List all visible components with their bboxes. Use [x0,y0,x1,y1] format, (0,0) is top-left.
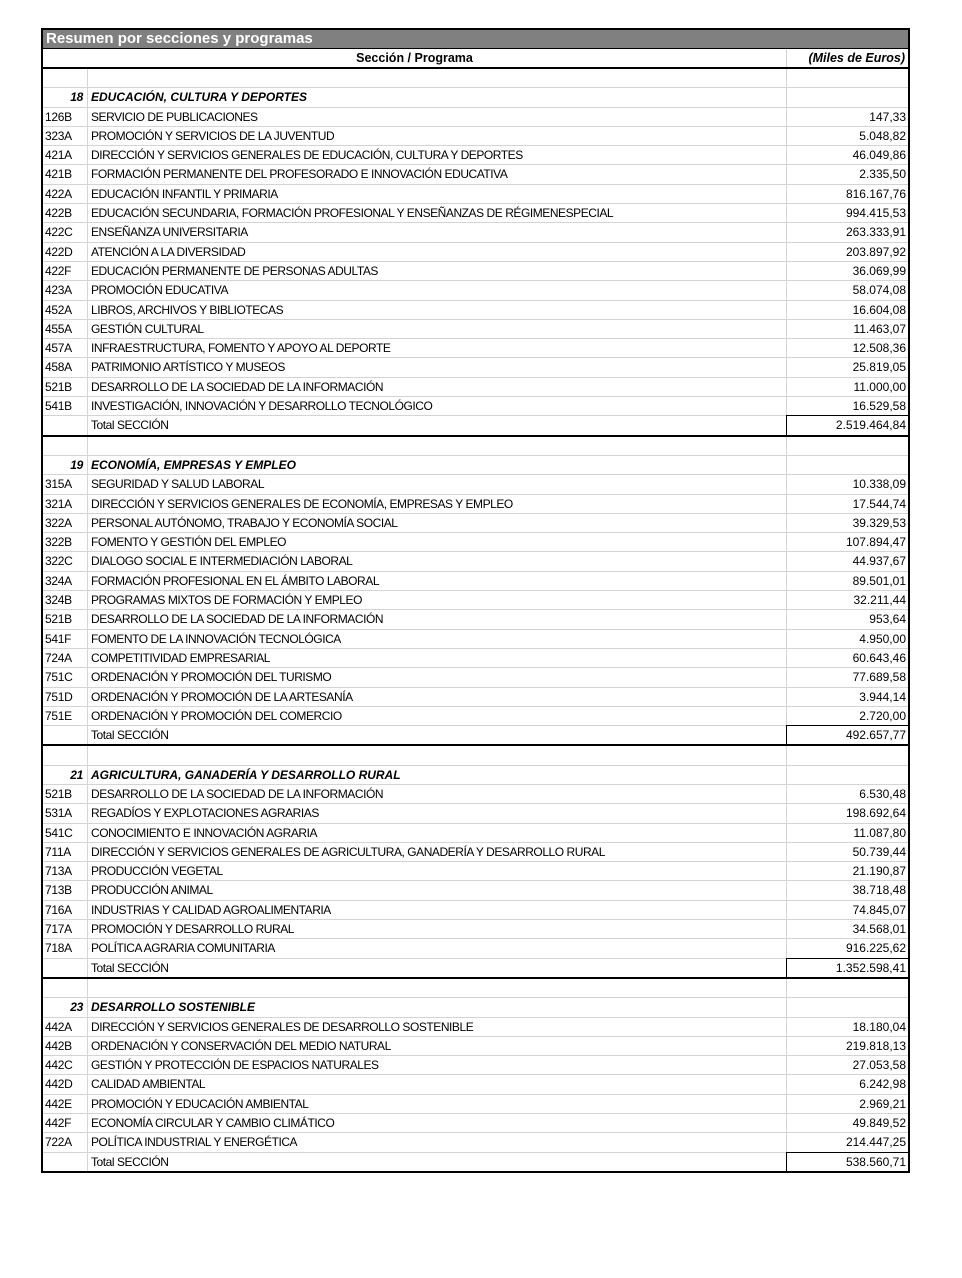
program-code: 126B [43,108,88,126]
table-row [43,281,908,300]
program-code: 717A [43,920,88,938]
table-row [43,630,908,649]
program-name: LIBROS, ARCHIVOS Y BIBLIOTECAS [91,302,284,317]
program-code: 521B [43,785,88,803]
amount-value [786,746,908,764]
program-name [88,69,786,87]
table-row [43,785,908,804]
program-name: INVESTIGACIÓN, INNOVACIÓN Y DESARROLLO TECNOLÓGICO [91,399,433,414]
section-total-value: 492.657,77 [786,725,908,744]
total-label: Total SECCIÓN [91,728,169,743]
program-name: INDUSTRIAS Y CALIDAD AGROALIMENTARIA [91,902,331,917]
program-code: 421A [43,146,88,164]
table-row [43,127,908,146]
program-name: PERSONAL AUTÓNOMO, TRABAJO Y ECONOMÍA SOCIAL [91,515,398,530]
amount-value: 214.447,25 [786,1133,908,1151]
program-code [43,437,88,455]
section-total-row [43,959,908,979]
table-title: Resumen por secciones y programas [43,30,908,49]
program-code: 322B [43,533,88,551]
table-row [43,533,908,552]
section-name: ECONOMÍA, EMPRESAS Y EMPLEO [91,457,296,472]
program-name: PROGRAMAS MIXTOS DE FORMACIÓN Y EMPLEO [91,593,362,608]
program-code: 716A [43,901,88,919]
amount-value: 11.463,07 [786,320,908,338]
table-row [43,301,908,320]
table-row [43,1095,908,1114]
program-code: 442B [43,1037,88,1055]
budget-summary-table [41,28,910,1173]
section-header-row [43,766,908,785]
amount-value: 49.849,52 [786,1114,908,1132]
program-name: FORMACIÓN PROFESIONAL EN EL ÁMBITO LABORAL [91,573,380,588]
amount-value [786,69,908,87]
table-row [43,862,908,881]
table-row [43,1037,908,1056]
table-row [43,804,908,823]
program-name: FORMACIÓN PERMANENTE DEL PROFESORADO E INNOVACIÓN EDUCATIVA [91,167,508,182]
table-row [43,552,908,571]
program-code: 324A [43,572,88,590]
table-row [43,223,908,242]
program-name: PROMOCIÓN Y DESARROLLO RURAL [91,922,295,937]
amount-value: 77.689,58 [786,668,908,686]
program-name: FOMENTO Y GESTIÓN DEL EMPLEO [91,535,287,550]
amount-value: 46.049,86 [786,146,908,164]
program-code [43,416,88,434]
amount-value: 10.338,09 [786,475,908,493]
amount-value: 2.969,21 [786,1095,908,1113]
table-row [43,901,908,920]
program-code: 713A [43,862,88,880]
program-name: SERVICIO DE PUBLICACIONES [91,109,258,124]
program-code: 722A [43,1133,88,1151]
program-name: GESTIÓN CULTURAL [91,321,204,336]
program-code [43,959,88,977]
table-row [43,243,908,262]
amount-value: 107.894,47 [786,533,908,551]
amount-value: 39.329,53 [786,514,908,532]
table-row [43,920,908,939]
program-code: 421B [43,165,88,183]
amount-value: 6.242,98 [786,1075,908,1093]
program-name: CALIDAD AMBIENTAL [91,1077,206,1092]
program-code: 322A [43,514,88,532]
program-code: 724A [43,649,88,667]
table-row [43,165,908,184]
program-code [43,746,88,764]
program-name: INFRAESTRUCTURA, FOMENTO Y APOYO AL DEPORTE [91,341,391,356]
program-code: 521B [43,610,88,628]
amount-value: 5.048,82 [786,127,908,145]
program-code: 751D [43,688,88,706]
table-row [43,1133,908,1152]
program-code: 751C [43,668,88,686]
table-row [43,707,908,726]
program-name [88,979,786,997]
table-row [43,397,908,416]
table-row [43,688,908,707]
program-code: 541C [43,824,88,842]
spacer-row [43,437,908,456]
table-row [43,514,908,533]
column-header-row [43,49,908,69]
section-total-value: 1.352.598,41 [786,958,908,977]
amount-value: 25.819,05 [786,358,908,376]
program-code [43,726,88,744]
amount-value: 3.944,14 [786,688,908,706]
amount-value: 12.508,36 [786,339,908,357]
amount-value: 50.739,44 [786,843,908,861]
program-name: ORDENACIÓN Y PROMOCIÓN DEL COMERCIO [91,708,342,723]
total-label: Total SECCIÓN [91,960,169,975]
program-code: 422D [43,243,88,261]
program-code: 711A [43,843,88,861]
spacer-row [43,746,908,765]
section-name: AGRICULTURA, GANADERÍA Y DESARROLLO RURAL [91,767,401,782]
program-name: FOMENTO DE LA INNOVACIÓN TECNOLÓGICA [91,631,341,646]
table-row [43,843,908,862]
table-row [43,881,908,900]
program-code: 457A [43,339,88,357]
program-code: 322C [43,552,88,570]
program-name: ECONOMÍA CIRCULAR Y CAMBIO CLIMÁTICO [91,1116,335,1131]
table-row [43,668,908,687]
program-name: GESTIÓN Y PROTECCIÓN DE ESPACIOS NATURALES [91,1058,379,1073]
program-code: 531A [43,804,88,822]
spacer-row [43,69,908,88]
table-row [43,378,908,397]
amount-value: 219.818,13 [786,1037,908,1055]
table-row [43,939,908,958]
table-row [43,320,908,339]
program-code: 422A [43,185,88,203]
table-row [43,339,908,358]
spacer-row [43,979,908,998]
program-code: 541B [43,397,88,415]
amount-value: 2.335,50 [786,165,908,183]
program-code: 321A [43,495,88,513]
table-row [43,649,908,668]
amount-value: 18.180,04 [786,1018,908,1036]
program-code [43,1153,88,1171]
section-total-row [43,1153,908,1171]
amount-value: 994.415,53 [786,204,908,222]
amount-value: 17.544,74 [786,495,908,513]
section-name: DESARROLLO SOSTENIBLE [91,1000,256,1015]
amount-value: 6.530,48 [786,785,908,803]
table-row [43,204,908,223]
table-row [43,146,908,165]
program-name: DIRECCIÓN Y SERVICIOS GENERALES DE ECONOMÍA, EMPRESAS Y EMPLEO [91,496,513,511]
program-code: 718A [43,939,88,957]
program-code [43,979,88,997]
amount-value: 263.333,91 [786,223,908,241]
amount-value: 4.950,00 [786,630,908,648]
program-code: 442A [43,1018,88,1036]
table-row [43,572,908,591]
amount-column-header: (Miles de Euros) [786,49,908,67]
amount-value: 89.501,01 [786,572,908,590]
program-code: 521B [43,378,88,396]
program-code: 422C [43,223,88,241]
section-header-row [43,88,908,107]
program-code [43,69,88,87]
program-name: DIALOGO SOCIAL E INTERMEDIACIÓN LABORAL [91,554,353,569]
program-name: REGADÍOS Y EXPLOTACIONES AGRARIAS [91,806,319,821]
amount-value [786,998,908,1016]
program-name: DIRECCIÓN Y SERVICIOS GENERALES DE AGRICULTURA, GANADERÍA Y DESARROLLO RURAL [91,844,605,859]
program-name: PATRIMONIO ARTÍSTICO Y MUSEOS [91,360,285,375]
amount-value [786,88,908,106]
section-code: 21 [43,766,88,784]
total-label: Total SECCIÓN [91,418,169,433]
amount-value: 36.069,99 [786,262,908,280]
amount-value: 74.845,07 [786,901,908,919]
program-name: DESARROLLO DE LA SOCIEDAD DE LA INFORMACIÓN [91,786,384,801]
amount-value [786,456,908,474]
program-code: 452A [43,301,88,319]
program-code: 422B [43,204,88,222]
amount-value: 16.604,08 [786,301,908,319]
table-row [43,108,908,127]
program-code: 442D [43,1075,88,1093]
amount-value: 60.643,46 [786,649,908,667]
program-name: ORDENACIÓN Y PROMOCIÓN DEL TURISMO [91,670,332,685]
program-name: PROMOCIÓN Y EDUCACIÓN AMBIENTAL [91,1096,309,1111]
program-name: ORDENACIÓN Y CONSERVACIÓN DEL MEDIO NATURAL [91,1038,391,1053]
program-name [88,746,786,764]
section-code: 19 [43,456,88,474]
amount-value: 16.529,58 [786,397,908,415]
program-name: PRODUCCIÓN ANIMAL [91,883,213,898]
program-name [88,437,786,455]
program-code: 442C [43,1056,88,1074]
program-code: 422F [43,262,88,280]
amount-value: 21.190,87 [786,862,908,880]
amount-value: 32.211,44 [786,591,908,609]
table-row [43,262,908,281]
program-column-header: Sección / Programa [356,51,473,65]
table-row [43,1018,908,1037]
program-code: 324B [43,591,88,609]
section-total-row [43,416,908,436]
program-name: PRODUCCIÓN VEGETAL [91,864,223,879]
program-name: DIRECCIÓN Y SERVICIOS GENERALES DE EDUCACIÓN, CULTURA Y DEPORTES [91,148,523,163]
amount-value: 203.897,92 [786,243,908,261]
program-code: 541F [43,630,88,648]
program-name: PROMOCIÓN Y SERVICIOS DE LA JUVENTUD [91,128,335,143]
amount-value: 11.087,80 [786,824,908,842]
table-row [43,495,908,514]
program-name: EDUCACIÓN INFANTIL Y PRIMARIA [91,186,278,201]
table-row [43,475,908,494]
amount-value [786,979,908,997]
section-name: EDUCACIÓN, CULTURA Y DEPORTES [91,90,308,105]
program-name: SEGURIDAD Y SALUD LABORAL [91,477,265,492]
amount-value: 198.692,64 [786,804,908,822]
table-row [43,591,908,610]
amount-value [786,437,908,455]
table-row [43,1114,908,1133]
program-code: 751E [43,707,88,725]
program-name: POLÍTICA INDUSTRIAL Y ENERGÉTICA [91,1135,298,1150]
section-code: 23 [43,998,88,1016]
program-name: PROMOCIÓN EDUCATIVA [91,283,229,298]
amount-value: 916.225,62 [786,939,908,957]
amount-value: 38.718,48 [786,881,908,899]
program-code: 442F [43,1114,88,1132]
program-name: DESARROLLO DE LA SOCIEDAD DE LA INFORMACIÓN [91,379,384,394]
program-name: CONOCIMIENTO E INNOVACIÓN AGRARIA [91,825,318,840]
program-name: EDUCACIÓN SECUNDARIA, FORMACIÓN PROFESIONAL Y ENSEÑANZAS DE RÉGIMENESPECIAL [91,206,614,221]
amount-value: 147,33 [786,108,908,126]
program-name: ATENCIÓN A LA DIVERSIDAD [91,244,246,259]
program-code: 423A [43,281,88,299]
program-name: DESARROLLO DE LA SOCIEDAD DE LA INFORMACIÓN [91,612,384,627]
section-total-value: 538.560,71 [786,1152,908,1171]
table-row [43,824,908,843]
section-header-row [43,456,908,475]
amount-value: 816.167,76 [786,185,908,203]
program-name: ORDENACIÓN Y PROMOCIÓN DE LA ARTESANÍA [91,689,353,704]
program-code: 442E [43,1095,88,1113]
table-row [43,610,908,629]
program-name: DIRECCIÓN Y SERVICIOS GENERALES DE DESARROLLO SOSTENIBLE [91,1019,474,1034]
table-body [43,69,908,1171]
amount-value: 58.074,08 [786,281,908,299]
amount-value: 27.053,58 [786,1056,908,1074]
section-header-row [43,998,908,1017]
amount-value [786,766,908,784]
total-label: Total SECCIÓN [91,1154,169,1169]
amount-value: 34.568,01 [786,920,908,938]
table-row [43,358,908,377]
table-row [43,1056,908,1075]
amount-value: 953,64 [786,610,908,628]
table-row [43,1075,908,1094]
section-total-value: 2.519.464,84 [786,415,908,434]
program-name: POLÍTICA AGRARIA COMUNITARIA [91,941,275,956]
amount-value: 44.937,67 [786,552,908,570]
section-code: 18 [43,88,88,106]
amount-value: 11.000,00 [786,378,908,396]
program-code: 458A [43,358,88,376]
table-row [43,185,908,204]
program-code: 315A [43,475,88,493]
program-name: ENSEÑANZA UNIVERSITARIA [91,225,248,240]
program-code: 455A [43,320,88,338]
program-code: 323A [43,127,88,145]
program-code: 713B [43,881,88,899]
program-name: EDUCACIÓN PERMANENTE DE PERSONAS ADULTAS [91,263,378,278]
program-name: COMPETITIVIDAD EMPRESARIAL [91,650,270,665]
section-total-row [43,726,908,746]
amount-value: 2.720,00 [786,707,908,725]
